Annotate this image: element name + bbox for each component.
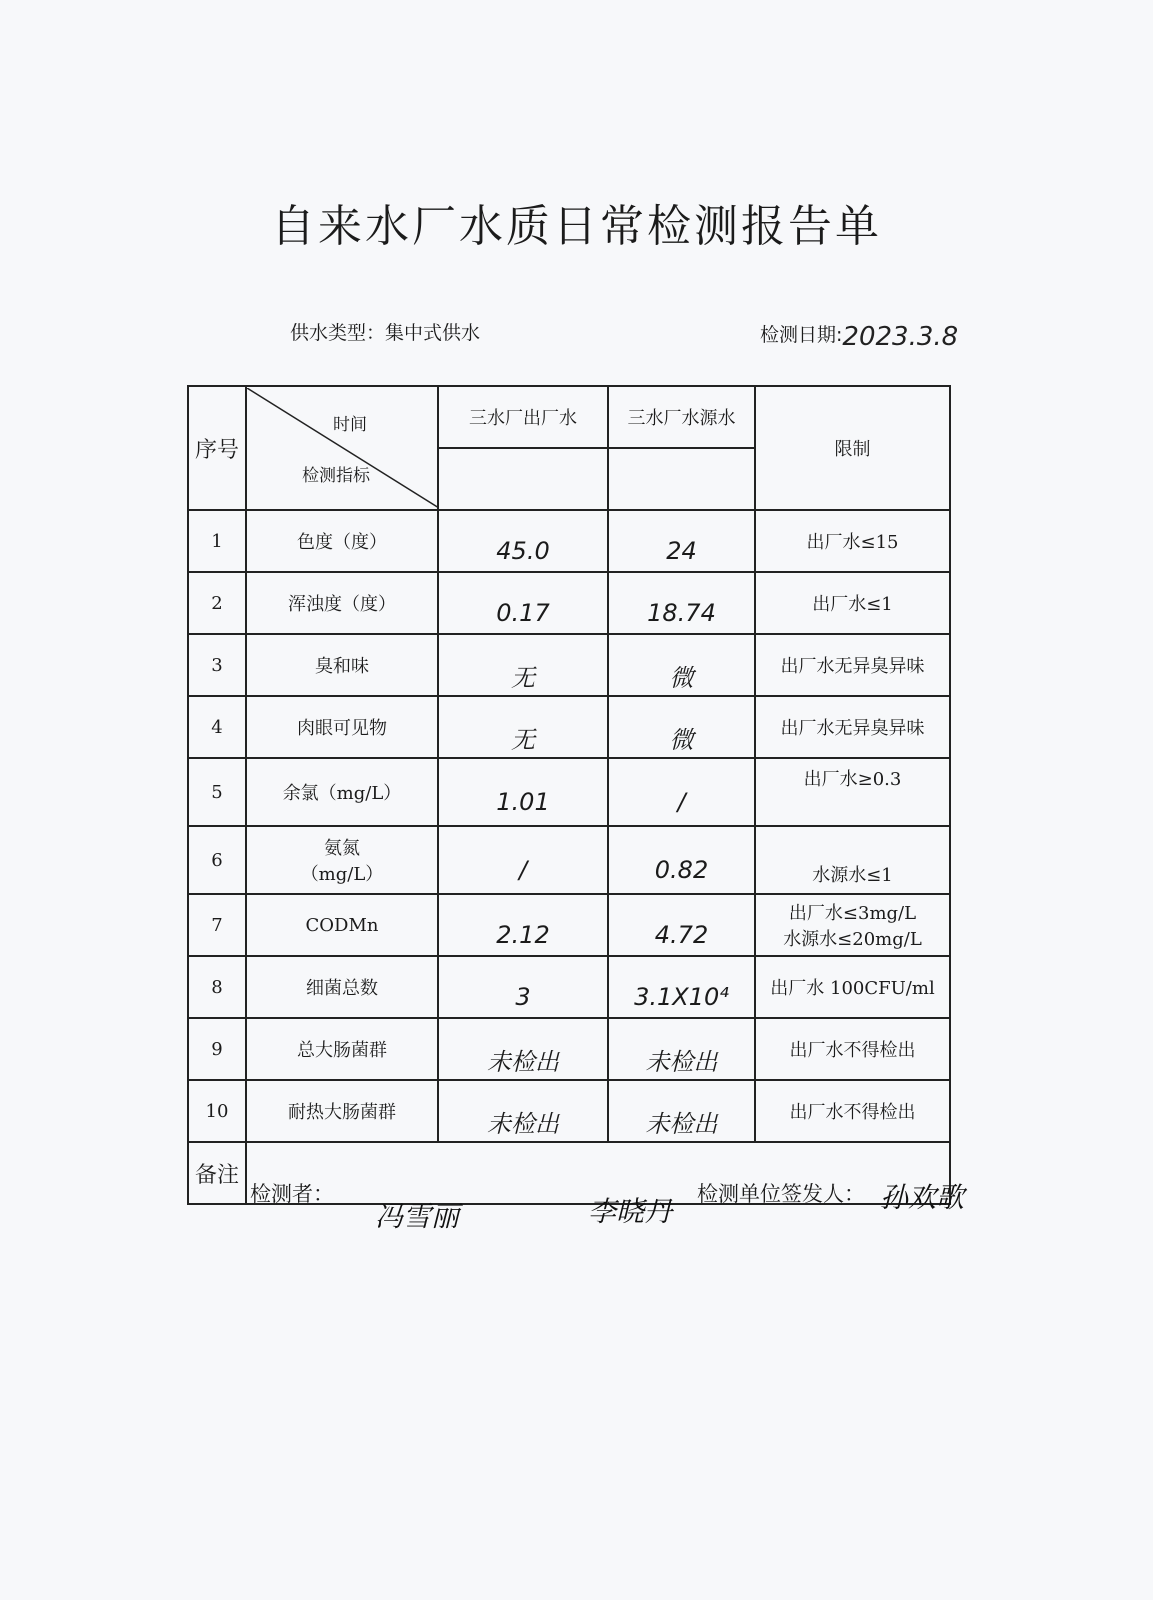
table-row xyxy=(188,572,950,634)
row-source-value: 4.72 xyxy=(608,894,755,956)
table-row xyxy=(188,758,950,826)
row-limit: 出厂水无异臭异味 xyxy=(755,696,950,758)
row-source-value: 3.1X10⁴ xyxy=(608,956,755,1018)
row-indicator: 耐热大肠菌群 xyxy=(246,1080,438,1142)
row-source-value: 未检出 xyxy=(608,1080,755,1142)
tester-signature-2: 李晓丹 xyxy=(588,1195,673,1228)
row-limit: 出厂水 100CFU/ml xyxy=(755,956,950,1018)
row-source-value: 0.82 xyxy=(608,826,755,894)
row-indicator: 浑浊度（度） xyxy=(246,572,438,634)
col-subheader-outlet xyxy=(438,448,608,510)
test-date-label: 检测日期: xyxy=(760,324,843,346)
row-outlet-value: 3 xyxy=(438,956,608,1018)
row-number: 5 xyxy=(188,758,246,826)
row-limit: 出厂水≤3mg/L 水源水≤20mg/L xyxy=(755,894,950,956)
row-number: 9 xyxy=(188,1018,246,1080)
row-indicator: 肉眼可见物 xyxy=(246,696,438,758)
table-row xyxy=(188,634,950,696)
row-number: 1 xyxy=(188,510,246,572)
test-date-value: 2023.3.8 xyxy=(842,322,959,352)
row-limit: 出厂水≤15 xyxy=(755,510,950,572)
row-indicator: 余氯（mg/L） xyxy=(246,758,438,826)
row-limit: 水源水≤1 xyxy=(755,826,950,894)
row-outlet-value: 1.01 xyxy=(438,758,608,826)
row-indicator: CODMn xyxy=(246,894,438,956)
row-outlet-value: 2.12 xyxy=(438,894,608,956)
row-limit: 出厂水≥0.3 xyxy=(755,758,950,826)
issuer-signature: 孙欢歌 xyxy=(880,1181,965,1214)
row-outlet-value: 无 xyxy=(438,634,608,696)
report-title: 自来水厂水质日常检测报告单 xyxy=(271,201,882,252)
row-source-value: 微 xyxy=(608,634,755,696)
supply-type: 供水类型：集中式供水 xyxy=(290,322,481,344)
row-source-value: / xyxy=(608,758,755,826)
tester-signature-1: 冯雪丽 xyxy=(375,1200,460,1233)
row-outlet-value: 45.0 xyxy=(438,510,608,572)
diagonal-header xyxy=(246,386,438,510)
row-indicator: 臭和味 xyxy=(246,634,438,696)
seq-header: 序号 xyxy=(188,386,246,510)
row-source-value: 24 xyxy=(608,510,755,572)
row-outlet-value: 未检出 xyxy=(438,1080,608,1142)
col-subheader-source xyxy=(608,448,755,510)
remark-label: 备注 xyxy=(188,1142,246,1204)
issuer-label: 检测单位签发人： xyxy=(697,1182,865,1206)
limit-header: 限制 xyxy=(755,386,950,510)
row-outlet-value: 未检出 xyxy=(438,1018,608,1080)
row-indicator: 细菌总数 xyxy=(246,956,438,1018)
results-table xyxy=(187,385,951,1205)
table-row xyxy=(188,1080,950,1142)
row-number: 10 xyxy=(188,1080,246,1142)
diagonal-line xyxy=(247,388,439,508)
row-number: 3 xyxy=(188,634,246,696)
row-indicator: 氨氮 （mg/L） xyxy=(246,826,438,894)
row-limit: 出厂水不得检出 xyxy=(755,1080,950,1142)
table-row xyxy=(188,510,950,572)
row-number: 7 xyxy=(188,894,246,956)
row-source-value: 18.74 xyxy=(608,572,755,634)
row-indicator: 色度（度） xyxy=(246,510,438,572)
row-outlet-value: / xyxy=(438,826,608,894)
row-number: 2 xyxy=(188,572,246,634)
row-number: 4 xyxy=(188,696,246,758)
table-row xyxy=(188,1018,950,1080)
diag-indicator-label: 检测指标 xyxy=(302,466,370,486)
test-date xyxy=(760,318,959,352)
diag-time-label: 时间 xyxy=(333,415,367,435)
row-number: 8 xyxy=(188,956,246,1018)
table-row xyxy=(188,696,950,758)
col-header-source: 三水厂水源水 xyxy=(608,386,755,448)
row-number: 6 xyxy=(188,826,246,894)
col-header-outlet: 三水厂出厂水 xyxy=(438,386,608,448)
row-limit: 出厂水不得检出 xyxy=(755,1018,950,1080)
table-row xyxy=(188,956,950,1018)
row-limit: 出厂水无异臭异味 xyxy=(755,634,950,696)
row-source-value: 微 xyxy=(608,696,755,758)
table-row xyxy=(188,826,950,894)
row-source-value: 未检出 xyxy=(608,1018,755,1080)
table-row xyxy=(188,894,950,956)
row-indicator: 总大肠菌群 xyxy=(246,1018,438,1080)
row-outlet-value: 无 xyxy=(438,696,608,758)
row-outlet-value: 0.17 xyxy=(438,572,608,634)
row-limit: 出厂水≤1 xyxy=(755,572,950,634)
tester-label: 检测者： xyxy=(250,1182,334,1206)
